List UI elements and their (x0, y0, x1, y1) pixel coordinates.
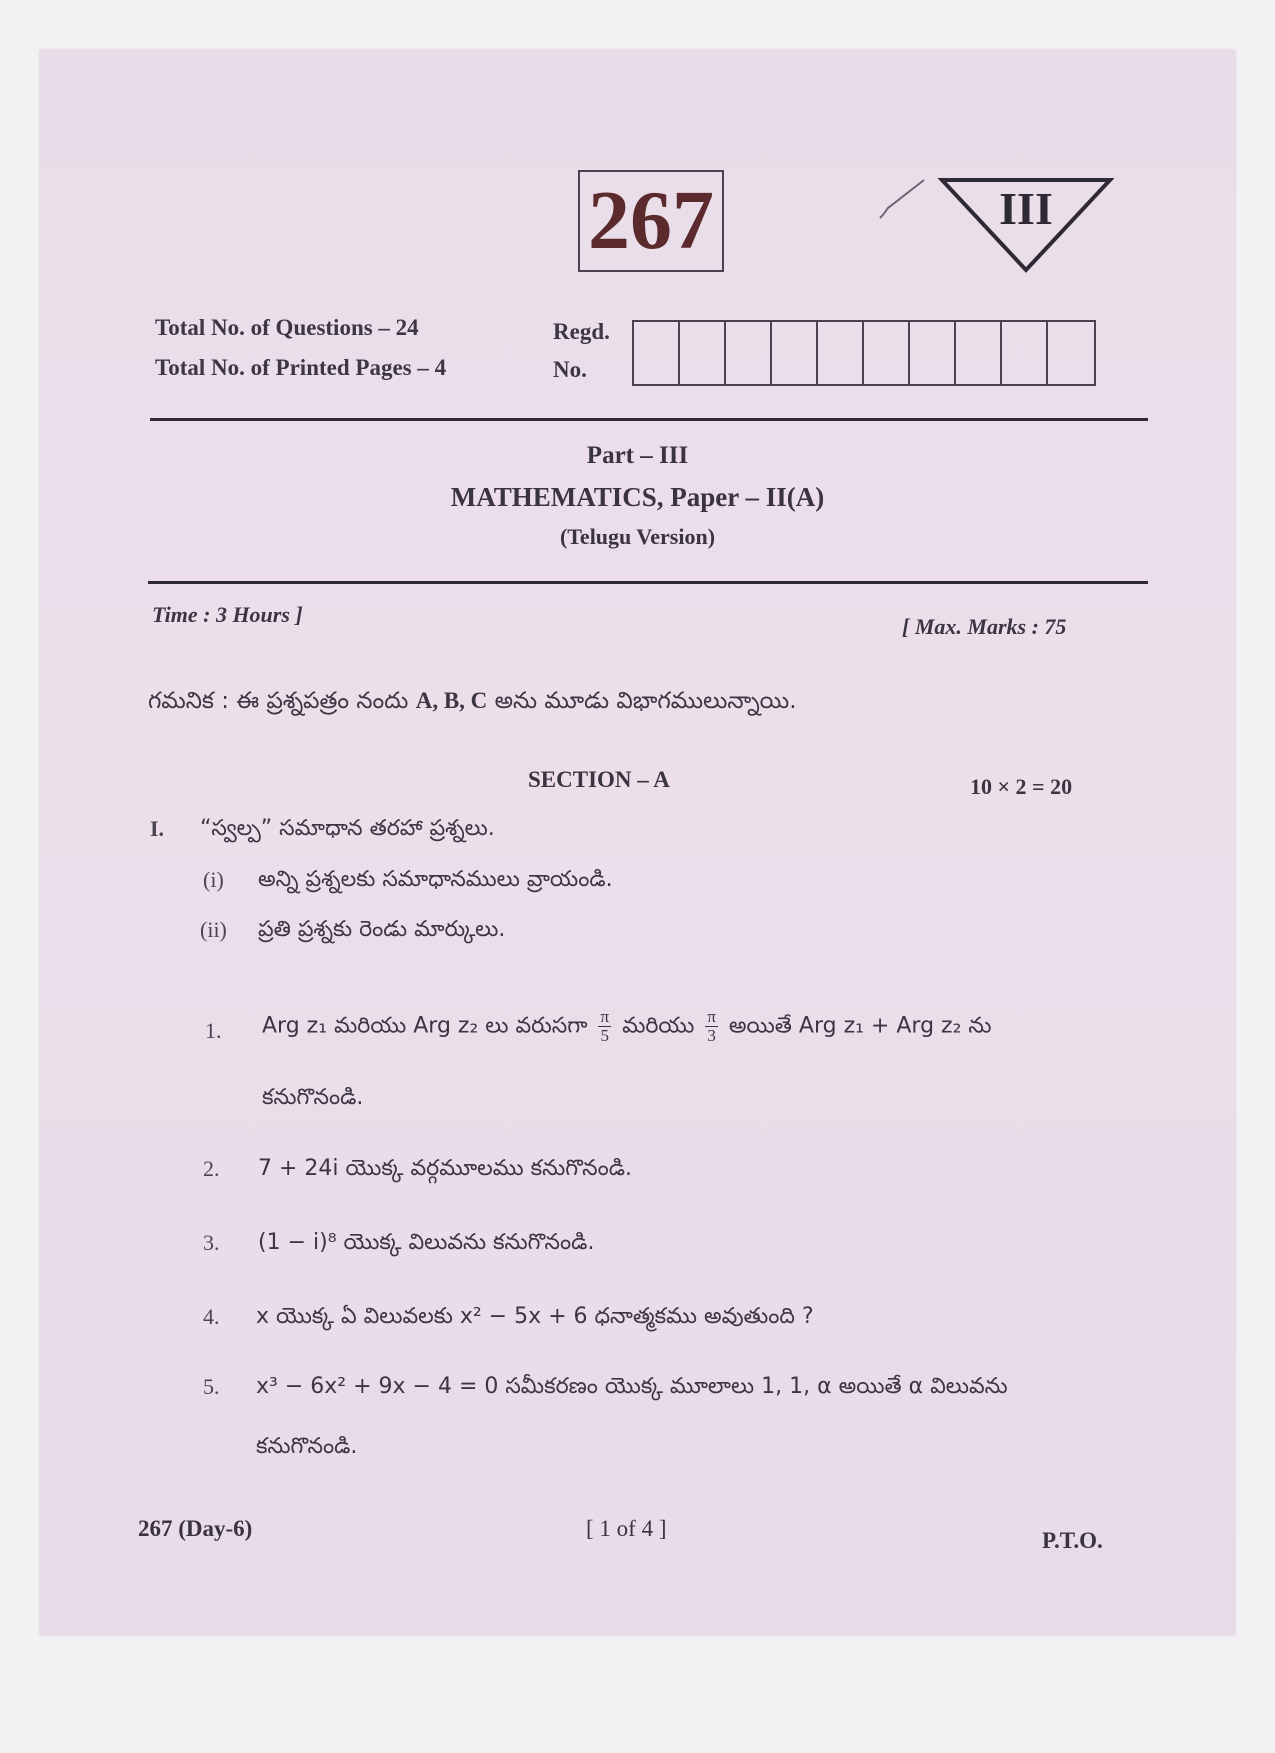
section-marks: 10 × 2 = 20 (970, 774, 1073, 799)
page-number: [ 1 of 4 ] (586, 1516, 667, 1541)
instruction-num: (ii) (200, 917, 227, 942)
regd-box (956, 322, 1002, 384)
regd-box (910, 322, 956, 384)
regd-label: Regd. No. (553, 319, 610, 382)
question-text-continued: కనుగొనండి. (256, 1434, 358, 1459)
regd-box (1048, 322, 1094, 384)
question-text: (1 − i)⁸ యొక్క విలువను కనుగొనండి. (258, 1230, 595, 1255)
regd-box (1002, 322, 1048, 384)
divider (148, 581, 1148, 584)
footer-code: 267 (Day-6) (138, 1516, 253, 1541)
total-questions: Total No. of Questions – 24 (155, 315, 419, 340)
regd-box (634, 322, 680, 384)
question-text: Arg z₁ మరియు Arg z₂ లు వరుసగా $\frac{\pi}{5}$ మరియు $\frac{\pi}{3}$ అయితే Arg z₁ + Arg z₂ ను (262, 1007, 992, 1045)
fraction: $\frac{\pi}{5}$ (600, 1007, 610, 1045)
fraction: $\frac{\pi}{3}$ (707, 1007, 716, 1045)
instruction-text: అన్ని ప్రశ్నలకు సమాధానములు వ్రాయండి. (258, 867, 613, 892)
question-text: x³ − 6x² + 9x − 4 = 0 సమీకరణం యొక్క మూలాలు 1, 1, α అయితే α విలువను (256, 1374, 1008, 1399)
paper-code: 267 (588, 174, 714, 267)
paper-info (155, 308, 446, 388)
regd-box (726, 322, 772, 384)
part-title: Part – III (586, 442, 689, 469)
part-mark: III (999, 183, 1053, 234)
divider (150, 418, 1148, 421)
question-number: 3. (203, 1230, 220, 1255)
pto-label: P.T.O. (1042, 1528, 1103, 1553)
regd-box (864, 322, 910, 384)
total-pages: Total No. of Printed Pages – 4 (155, 355, 447, 380)
question-text: x యొక్క ఏ విలువలకు x² − 5x + 6 ధనాత్మకము అవుతుంది ? (256, 1304, 814, 1329)
regd-box (680, 322, 726, 384)
regd-number-boxes (632, 320, 1096, 386)
section-title: SECTION – A (528, 767, 670, 792)
section-heading: “స్వల్ప” సమాధాన తరహా ప్రశ్నలు. (200, 816, 495, 841)
question-number: 5. (203, 1374, 220, 1399)
regd-box (772, 322, 818, 384)
paper-code-box (578, 170, 724, 272)
instruction-num: (i) (203, 867, 224, 892)
section-roman: I. (150, 816, 165, 841)
question-text: 7 + 24i యొక్క వర్గమూలము కనుగొనండి. (258, 1156, 633, 1181)
subject-title: MATHEMATICS, Paper – II(A) (450, 482, 825, 512)
instruction-text: ప్రతి ప్రశ్నకు రెండు మార్కులు. (258, 917, 506, 942)
instruction-note: గమనిక : ఈ ప్రశ్నపత్రం నందు A, B, C అను మూడు విభాగములున్నాయి. (148, 688, 797, 714)
question-number: 1. (205, 1018, 222, 1043)
question-number: 2. (203, 1156, 220, 1181)
question-number: 4. (203, 1304, 220, 1329)
version-title: (Telugu Version) (559, 524, 716, 549)
regd-box (818, 322, 864, 384)
tick-icon (878, 178, 928, 222)
max-marks-label: [ Max. Marks : 75 (902, 614, 1067, 639)
question-text-continued: కనుగొనండి. (262, 1085, 364, 1110)
time-label: Time : 3 Hours ] (152, 602, 303, 627)
